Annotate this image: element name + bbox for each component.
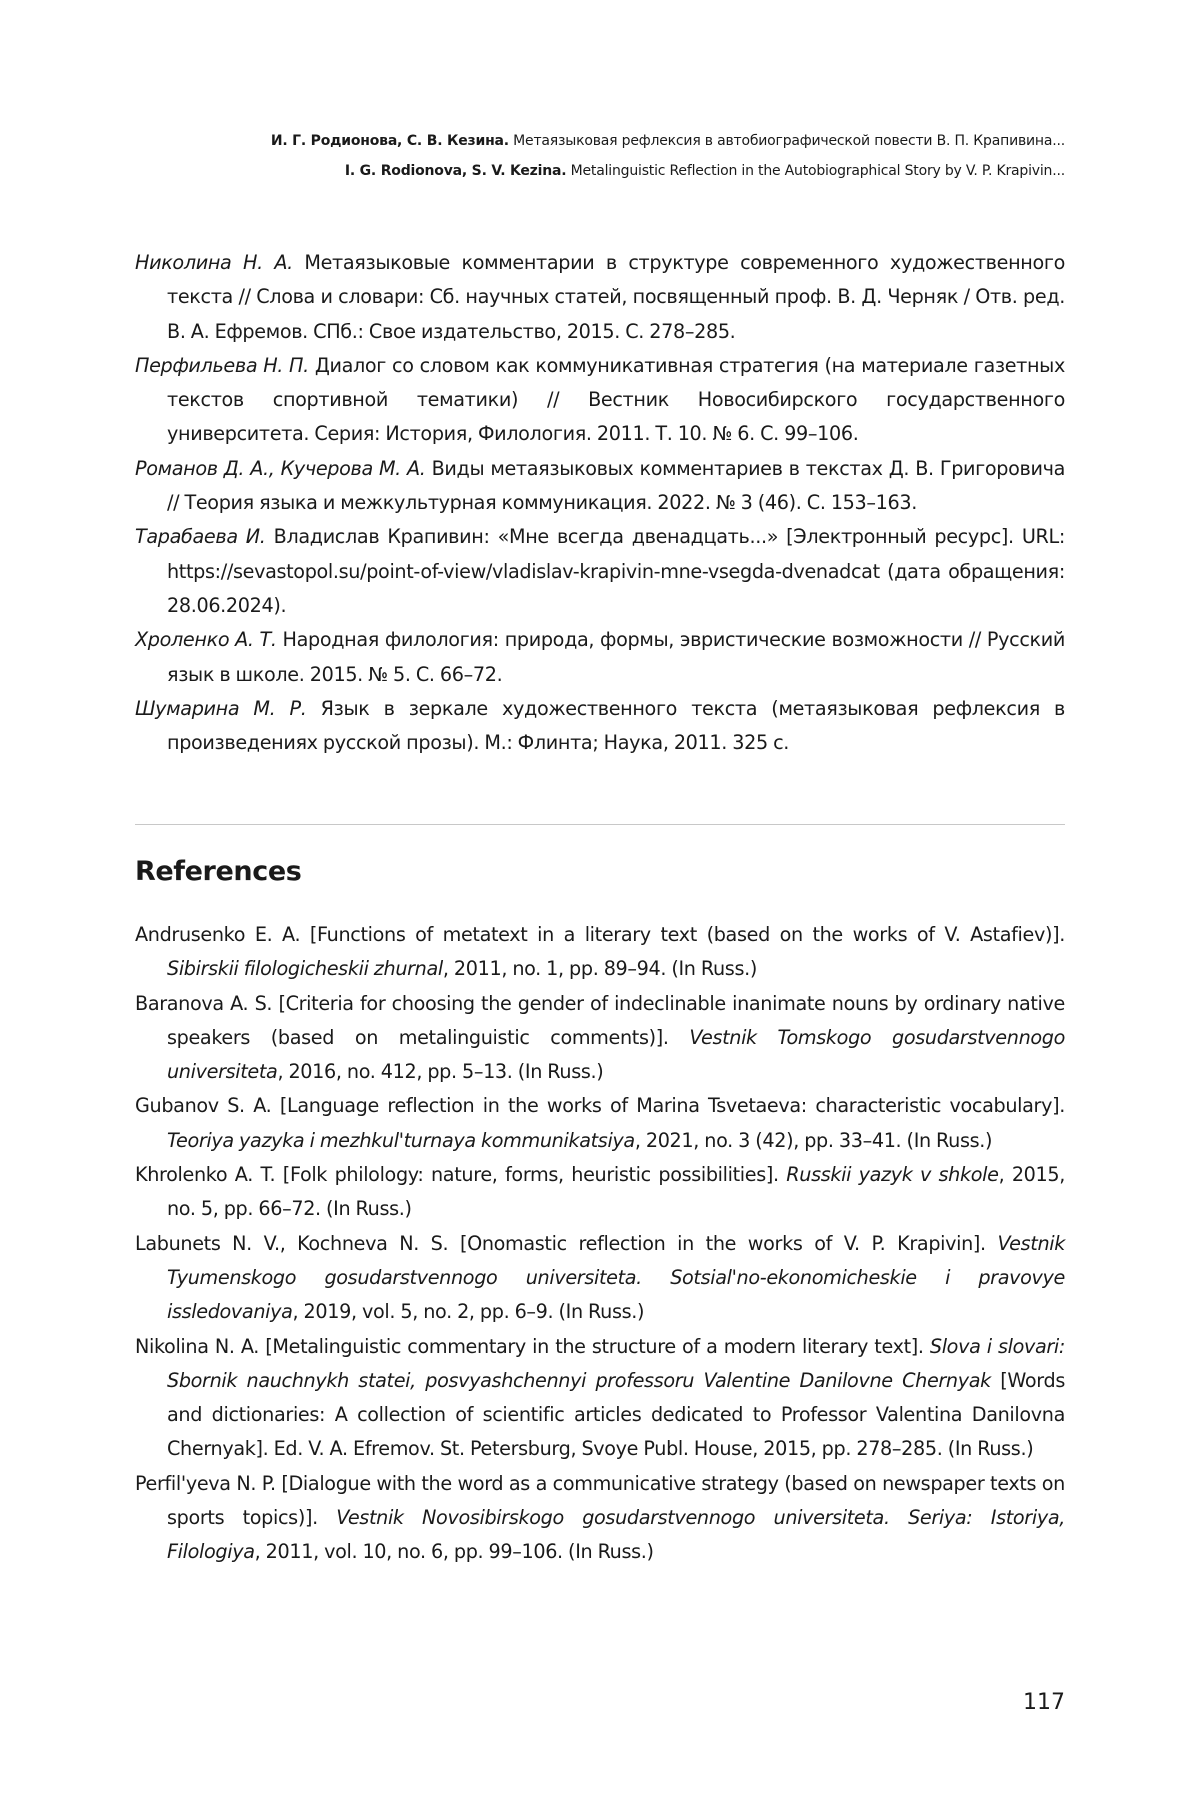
reference-text: Метаязыковые комментарии в структуре современного художественного текста // Слова и словари: Сб. научных статей, посвященный проф. В. Д. Черняк / Отв. ред. В. А. Ефремов. СПб.: Свое издательство, 2015. С. 278–285.	[167, 251, 1065, 343]
reference-author: Хроленко А. Т.	[135, 628, 277, 652]
references-heading: References	[135, 856, 302, 887]
page-number: 117	[1023, 1690, 1065, 1715]
reference-entry	[135, 1467, 1065, 1570]
reference-text: Виды метаязыковых комментариев в текстах Д. В. Григоровича // Теория языка и межкультурная коммуникация. 2022. № 3 (46). С. 153–163.	[167, 456, 1065, 515]
reference-text: Labunets N. V., Kochneva N. S. [Onomastic reflection in the works of V. P. Krapivin].	[135, 1231, 998, 1255]
reference-entry	[135, 452, 1065, 521]
reference-entry	[135, 520, 1065, 623]
reference-text: Gubanov S. A. [Language reflection in the works of Marina Tsvetaeva: characteristic vocabulary].	[135, 1094, 1065, 1118]
reference-details: , 2011, no. 1, pp. 89–94. (In Russ.)	[442, 957, 757, 981]
running-head-en-authors: I. G. Rodionova, S. V. Kezina.	[344, 163, 567, 179]
reference-entry	[135, 1330, 1065, 1467]
reference-text: Perfil'yeva N. P. [Dialogue with the word as a communicative strategy (based on newspaper texts on sports topics)].	[135, 1471, 1065, 1530]
reference-text: Владислав Крапивин: «Мне всегда двенадцать...» [Электронный ресурс]. URL: https://sevastopol.su/point-of-view/vladislav-krapivin-mne-vsegda-dvenadcat (дата обращения: 28.06.2024).	[167, 525, 1065, 617]
reference-text: Народная филология: природа, формы, эвристические возможности // Русский язык в школе. 2015. № 5. С. 66–72.	[167, 628, 1065, 686]
reference-author: Романов Д. А., Кучерова М. А.	[135, 456, 426, 480]
reference-source: Russkii yazyk v shkole	[786, 1163, 999, 1187]
reference-text: Диалог со словом как коммуникативная стратегия (на материале газетных текстов спортивной тематики) // Вестник Новосибирского государственного университета. Серия: История, Филология. 2011. Т. 10. № 6. С. 99–106.	[167, 353, 1065, 446]
running-head-en-title: Metalinguistic Reflection in the Autobiographical Story by V. P. Krapivin...	[570, 163, 1065, 179]
reference-author: Перфильева Н. П.	[135, 353, 309, 377]
reference-entry	[135, 623, 1065, 692]
reference-details: [Words and dictionaries: A collection of scientific articles dedicated to Professor Valentina Danilovna Chernyak]. Ed. V. A. Efremov. St. Petersburg, Svoye Publ. House, 2015, pp. 278–285. (In Russ.)	[167, 1368, 1065, 1461]
reference-entry	[135, 987, 1065, 1090]
reference-entry	[135, 1158, 1065, 1227]
reference-entry	[135, 349, 1065, 452]
journal-page	[135, 0, 1065, 1801]
reference-details: , 2016, no. 412, pp. 5–13. (In Russ.)	[277, 1060, 604, 1084]
reference-details: , 2011, vol. 10, no. 6, pp. 99–106. (In Russ.)	[254, 1540, 654, 1564]
running-head-ru	[271, 126, 1065, 156]
reference-source: Vestnik Tyumenskogo gosudarstvennogo universiteta. Sotsial'no-ekonomicheskie i pravovye issledovaniya	[167, 1231, 1065, 1324]
reference-text: Baranova A. S. [Criteria for choosing the gender of indeclinable inanimate nouns by ordinary native speakers (based on metalinguistic comments)].	[135, 991, 1065, 1049]
english-reference-list	[135, 918, 1065, 1570]
reference-entry	[135, 918, 1065, 987]
reference-author: Тарабаева И.	[135, 525, 266, 549]
reference-entry	[135, 692, 1065, 761]
reference-source: Slova i slovari: Sbornik nauchnykh statei, posvyashchennyi professoru Valentine Danilovne Chernyak	[167, 1334, 1066, 1392]
reference-entry	[135, 1227, 1065, 1330]
reference-details: , 2019, vol. 5, no. 2, pp. 6–9. (In Russ.)	[292, 1300, 645, 1324]
reference-text: Язык в зеркале художественного текста (метаязыковая рефлексия в произведениях русской прозы). М.: Флинта; Наука, 2011. 325 с.	[167, 696, 1065, 755]
section-divider	[135, 824, 1065, 825]
reference-text: Nikolina N. A. [Metalinguistic commentary in the structure of a modern literary text].	[135, 1334, 930, 1358]
reference-details: , 2015, no. 5, pp. 66–72. (In Russ.)	[167, 1163, 1065, 1221]
running-head	[271, 126, 1065, 186]
reference-author: Николина Н. А.	[135, 251, 293, 274]
reference-text: Andrusenko E. A. [Functions of metatext in a literary text (based on the works of V. Astafiev)].	[135, 923, 1065, 946]
running-head-ru-title: Метаязыковая рефлексия в автобиографической повести В. П. Крапивина...	[513, 133, 1065, 149]
reference-source: Teoriya yazyka i mezhkul'turnaya kommunikatsiya	[167, 1128, 635, 1152]
running-head-en	[271, 156, 1065, 186]
reference-source: Vestnik Novosibirskogo gosudarstvennogo universiteta. Seriya: Istoriya, Filologiya	[167, 1506, 1065, 1564]
reference-source: Sibirskii filologicheskii zhurnal	[167, 957, 443, 981]
reference-entry	[135, 1089, 1065, 1158]
reference-source: Vestnik Tomskogo gosudarstvennogo universiteta	[167, 1025, 1065, 1084]
reference-details: , 2021, no. 3 (42), pp. 33–41. (In Russ.)	[634, 1128, 993, 1152]
reference-text: Khrolenko A. T. [Folk philology: nature, forms, heuristic possibilities].	[135, 1163, 787, 1187]
russian-reference-list	[135, 246, 1065, 760]
running-head-ru-authors: И. Г. Родионова, С. В. Кезина.	[270, 133, 509, 149]
reference-entry	[135, 246, 1065, 349]
reference-author: Шумарина М. Р.	[135, 696, 307, 720]
